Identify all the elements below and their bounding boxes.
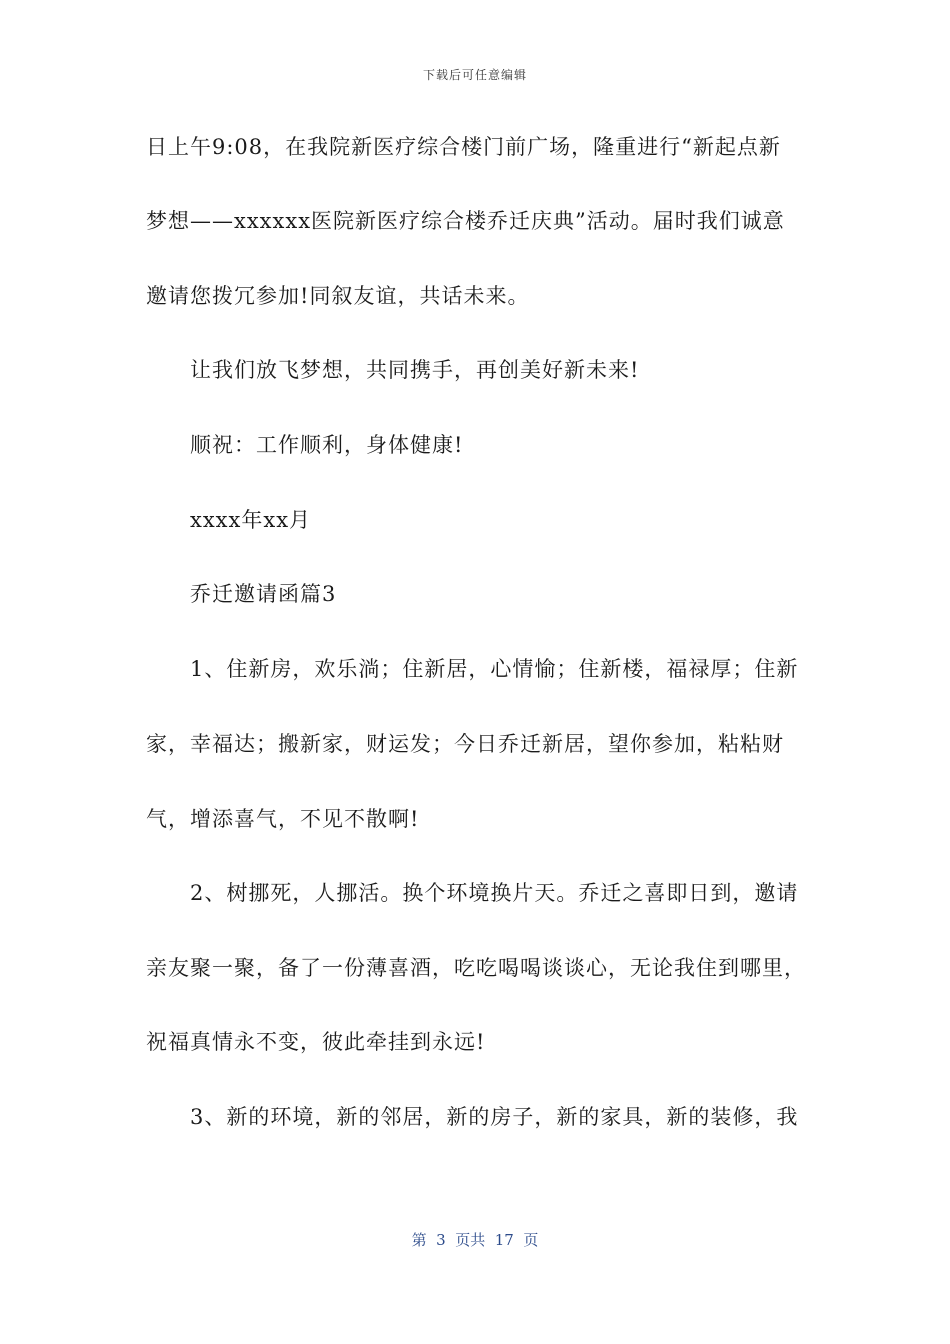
body-line-13: 祝福真情永不变，彼此牵挂到永远! xyxy=(146,1030,486,1054)
body-line-11: 2、树挪死，人挪活。换个环境换片天。乔迁之喜即日到，邀请 xyxy=(190,881,799,905)
body-line-6: xxxx年xx月 xyxy=(190,508,312,532)
body-line-4: 让我们放飞梦想，共同携手，再创美好新未来! xyxy=(190,358,640,382)
page-header: 下载后可任意编辑 xyxy=(422,68,527,82)
body-line-5: 顺祝：工作顺利，身体健康! xyxy=(190,433,464,457)
page-footer: 第 3 页共 17 页 xyxy=(411,1231,539,1249)
body-line-12: 亲友聚一聚，备了一份薄喜酒，吃吃喝喝谈谈心，无论我住到哪里， xyxy=(146,956,806,980)
body-line-2: 梦想——xxxxxx医院新医疗综合楼乔迁庆典”活动。届时我们诚意 xyxy=(146,209,785,233)
body-line-10: 气，增添喜气，不见不散啊! xyxy=(146,807,420,831)
body-line-3: 邀请您拨冗参加!同叙友谊，共话未来。 xyxy=(146,284,530,308)
body-line-1: 日上午9:08，在我院新医疗综合楼门前广场，隆重进行“新起点新 xyxy=(146,135,781,159)
body-line-8: 1、住新房，欢乐淌；住新居，心情愉；住新楼，福禄厚；住新 xyxy=(190,657,799,681)
body-line-9: 家，幸福达；搬新家，财运发；今日乔迁新居，望你参加，粘粘财 xyxy=(146,732,784,756)
section-heading: 乔迁邀请函篇3 xyxy=(190,582,337,606)
body-line-14: 3、新的环境，新的邻居，新的房子，新的家具，新的装修，我 xyxy=(190,1105,799,1129)
